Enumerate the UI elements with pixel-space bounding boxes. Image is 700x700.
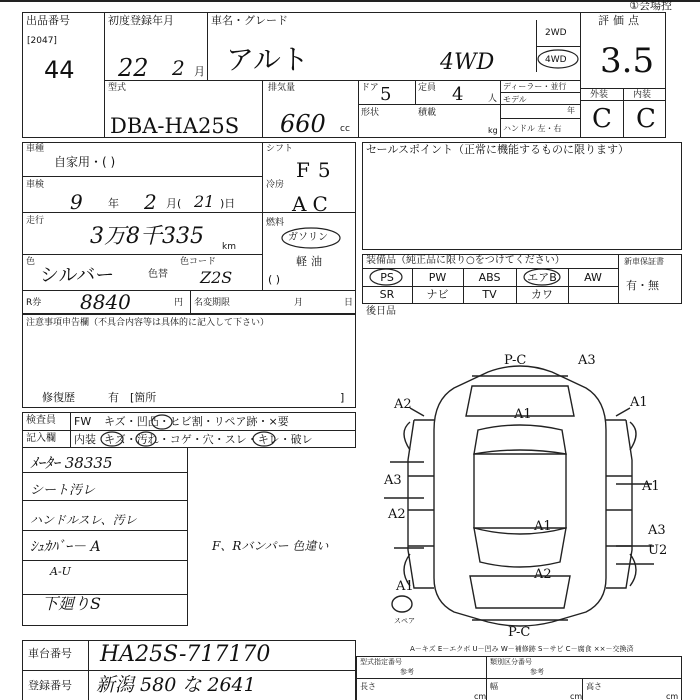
ref-label: 参考 <box>400 668 414 676</box>
exterior-label: 外装 <box>590 90 609 100</box>
equipment-title: 装備品（純正品に限り○をつけてください） <box>366 255 565 266</box>
mark-a3-top: A3 <box>578 353 596 368</box>
equip-pw: PW <box>428 271 447 284</box>
yen-unit: 円 <box>174 298 184 308</box>
maker-label: 型式指定番号 <box>360 658 402 666</box>
mark-a3-right: A3 <box>648 523 666 538</box>
insp-year: 9 <box>70 190 83 214</box>
inspector-interior: 内装 <box>74 433 96 446</box>
ac-label: 冷房 <box>266 180 285 190</box>
shift-value: F5 <box>296 158 339 182</box>
width-label: 幅 <box>490 682 498 691</box>
fuel-gasoline-circle <box>280 226 342 250</box>
inspector-label1: 検査員 <box>26 415 56 426</box>
ref-label-2: 参考 <box>530 668 544 676</box>
doors-label: ドア <box>361 83 379 93</box>
equip-tv: TV <box>482 288 497 301</box>
equip-airbag: エアB <box>527 271 557 284</box>
model-name: アルト <box>226 43 309 76</box>
shape-label: 形状 <box>361 108 380 118</box>
type-value: 自家用・( ) <box>54 155 116 169</box>
interior-grade: C <box>636 104 656 134</box>
mark-a2-rear: A2 <box>534 567 552 582</box>
ac-value: AC <box>292 192 334 216</box>
spare-label: スペア <box>394 617 415 625</box>
chassis-label: 車台番号 <box>28 647 72 660</box>
color-code-label: 色コード <box>180 257 217 267</box>
repair-close: ] <box>340 391 345 404</box>
model-year-label: モデル <box>503 95 527 104</box>
fuel-diesel: 軽油 <box>296 255 326 268</box>
equip-navi: ナビ <box>426 288 449 301</box>
person-unit: 人 <box>488 94 498 104</box>
repair-label: 修復歴 <box>42 391 75 404</box>
cm-unit-2: cm <box>570 692 583 700</box>
height-label: 高さ <box>586 682 602 691</box>
lot-label: 出品番号 <box>26 14 70 27</box>
inspector-circles <box>100 412 300 448</box>
mark-pc-top: P-C <box>504 353 527 368</box>
inspector-label2: 記入欄 <box>26 433 56 444</box>
after-label: 後日品 <box>366 306 396 317</box>
equip-abs: ABS <box>478 271 501 284</box>
class-label: 類別区分番号 <box>490 658 532 666</box>
year-unit: 年 <box>567 106 575 115</box>
interior-label: 内装 <box>633 90 652 100</box>
handle-label: ハンドル 左・右 <box>503 124 562 133</box>
model-code-label: 型式 <box>108 83 127 93</box>
handwritten-note-3: ハンドルスレ、汚レ <box>30 513 137 527</box>
insp-day-unit: )日 <box>220 197 236 210</box>
mark-a3-left: A3 <box>384 473 402 488</box>
diagram-legend: A－キズ E－エクボ U－凹み W－補修跡 S－サビ C－腐食 ××－交換済 <box>410 645 634 653</box>
insp-year-unit: 年 <box>108 197 119 210</box>
fuel-label: 燃料 <box>266 218 285 228</box>
fuel-gasoline: ガソリン <box>288 232 328 243</box>
color-swap-label: 色替 <box>148 269 168 280</box>
first-reg-label: 初度登録年月 <box>108 14 174 27</box>
insp-month-unit: 月( <box>166 197 182 210</box>
fuel-paren: ( ) <box>268 273 281 286</box>
inspector-fw: FW <box>74 415 92 428</box>
warranty-label: 新車保証書 <box>624 257 664 266</box>
km-unit: km <box>222 242 236 252</box>
chassis-value: HA25S-717170 <box>100 642 271 667</box>
reg-day-unit: 日 <box>344 298 354 308</box>
drive-handwritten: 4WD <box>440 50 495 75</box>
handwritten-note-5: A-U <box>50 565 71 578</box>
type-label: 車種 <box>26 144 45 154</box>
capacity-label: 定員 <box>418 83 437 93</box>
doors: 5 <box>380 84 392 105</box>
top-right-mark: ①会場控 <box>629 0 672 12</box>
equip-ps: PS <box>380 271 394 284</box>
mark-a1-center: A1 <box>534 519 552 534</box>
inspector-row2: キズ・汚れ・コゲ・穴・スレ・キレ・破レ <box>104 433 313 446</box>
drive-2wd-label: 2WD <box>545 28 567 38</box>
handwritten-note-2: シート汚レ <box>30 483 96 498</box>
repair-value: 有 <box>108 391 119 404</box>
reg-month-unit: 月 <box>294 298 304 308</box>
dealer-label: ディーラー・並行 <box>503 82 567 91</box>
equip-circles <box>362 268 618 286</box>
equip-sr: SR <box>379 288 395 301</box>
cm-unit-3: cm <box>666 692 679 700</box>
capacity: 4 <box>452 84 464 105</box>
length-label: 長さ <box>360 682 376 691</box>
handwritten-note-1: ﾒｰﾀｰ 38335 <box>30 454 113 472</box>
score-label: 評価点 <box>598 14 643 27</box>
bumper-note: F、Rバンパー 色違い <box>212 539 329 553</box>
lot-number: 44 <box>44 56 75 84</box>
cc-unit: cc <box>340 124 350 134</box>
recycle-label: R券 <box>26 298 42 308</box>
displacement: 660 <box>280 110 326 138</box>
insp-month: 2 <box>144 190 157 214</box>
mark-pc-bottom: P-C <box>508 625 531 640</box>
score-value: 3.5 <box>600 41 655 81</box>
mark-a1-left-rear: A1 <box>396 579 414 594</box>
equip-leather: カワ <box>531 288 553 301</box>
sales-point-title: セールスポイント（正常に機能するものに限ります） <box>366 143 630 156</box>
mark-a2-left: A2 <box>394 397 412 412</box>
kg-unit: kg <box>488 126 498 135</box>
notes-title: 注意事項申告欄（不具合内容等は具体的に記入して下さい） <box>26 318 270 328</box>
lot-sub: [2047] <box>27 36 57 46</box>
loading-label: 積載 <box>418 108 437 118</box>
recycle-value: 8840 <box>80 290 131 314</box>
warranty-value: 有・無 <box>626 279 659 292</box>
first-reg-year: 22 <box>118 54 149 82</box>
mark-a1-right-mid: A1 <box>642 479 660 494</box>
color-label: 色 <box>26 257 36 267</box>
name-grade-label: 車名・グレード <box>211 14 288 27</box>
mark-a1-roof: A1 <box>514 407 532 422</box>
shift-label: シフト <box>266 144 294 154</box>
reg-value: 新潟 580 な 2641 <box>96 674 256 696</box>
repair-place: [箇所 <box>130 391 157 404</box>
reg-expiry-label: 名変期限 <box>194 298 231 308</box>
equip-aw: AW <box>584 271 602 284</box>
handwritten-note-4: ｼｭｶﾊﾞｰ－ A <box>30 539 101 555</box>
model-code: DBA-HA25S <box>110 114 240 138</box>
mileage-value: 3万8千335 <box>90 224 204 249</box>
insp-day: 21 <box>194 192 215 211</box>
cm-unit-1: cm <box>474 692 487 700</box>
car-diagram <box>360 350 680 640</box>
exterior-grade: C <box>592 104 612 134</box>
top-cut-line <box>0 0 700 2</box>
first-reg-month: 2 <box>172 56 185 80</box>
month-unit: 月 <box>194 65 205 78</box>
drive-4wd-label: 4WD <box>545 55 567 65</box>
inspection-label: 車検 <box>26 180 45 190</box>
sales-point-frame <box>362 142 682 250</box>
mark-u2-right: U2 <box>648 543 668 558</box>
drive-4wd-circle <box>536 48 580 70</box>
handwritten-note-6: 下廻りS <box>42 594 101 613</box>
reg-label: 登録番号 <box>28 679 72 692</box>
mark-a2-left-low: A2 <box>388 507 406 522</box>
displacement-label: 排気量 <box>268 83 296 93</box>
color-value: シルバー <box>40 264 115 286</box>
inspector-row1: キズ・凹凸・ヒビ割・リペア跡・×要 <box>104 415 289 428</box>
mark-a1-right-top: A1 <box>630 395 648 410</box>
color-code: Z2S <box>200 268 233 287</box>
mileage-label: 走行 <box>26 216 45 226</box>
